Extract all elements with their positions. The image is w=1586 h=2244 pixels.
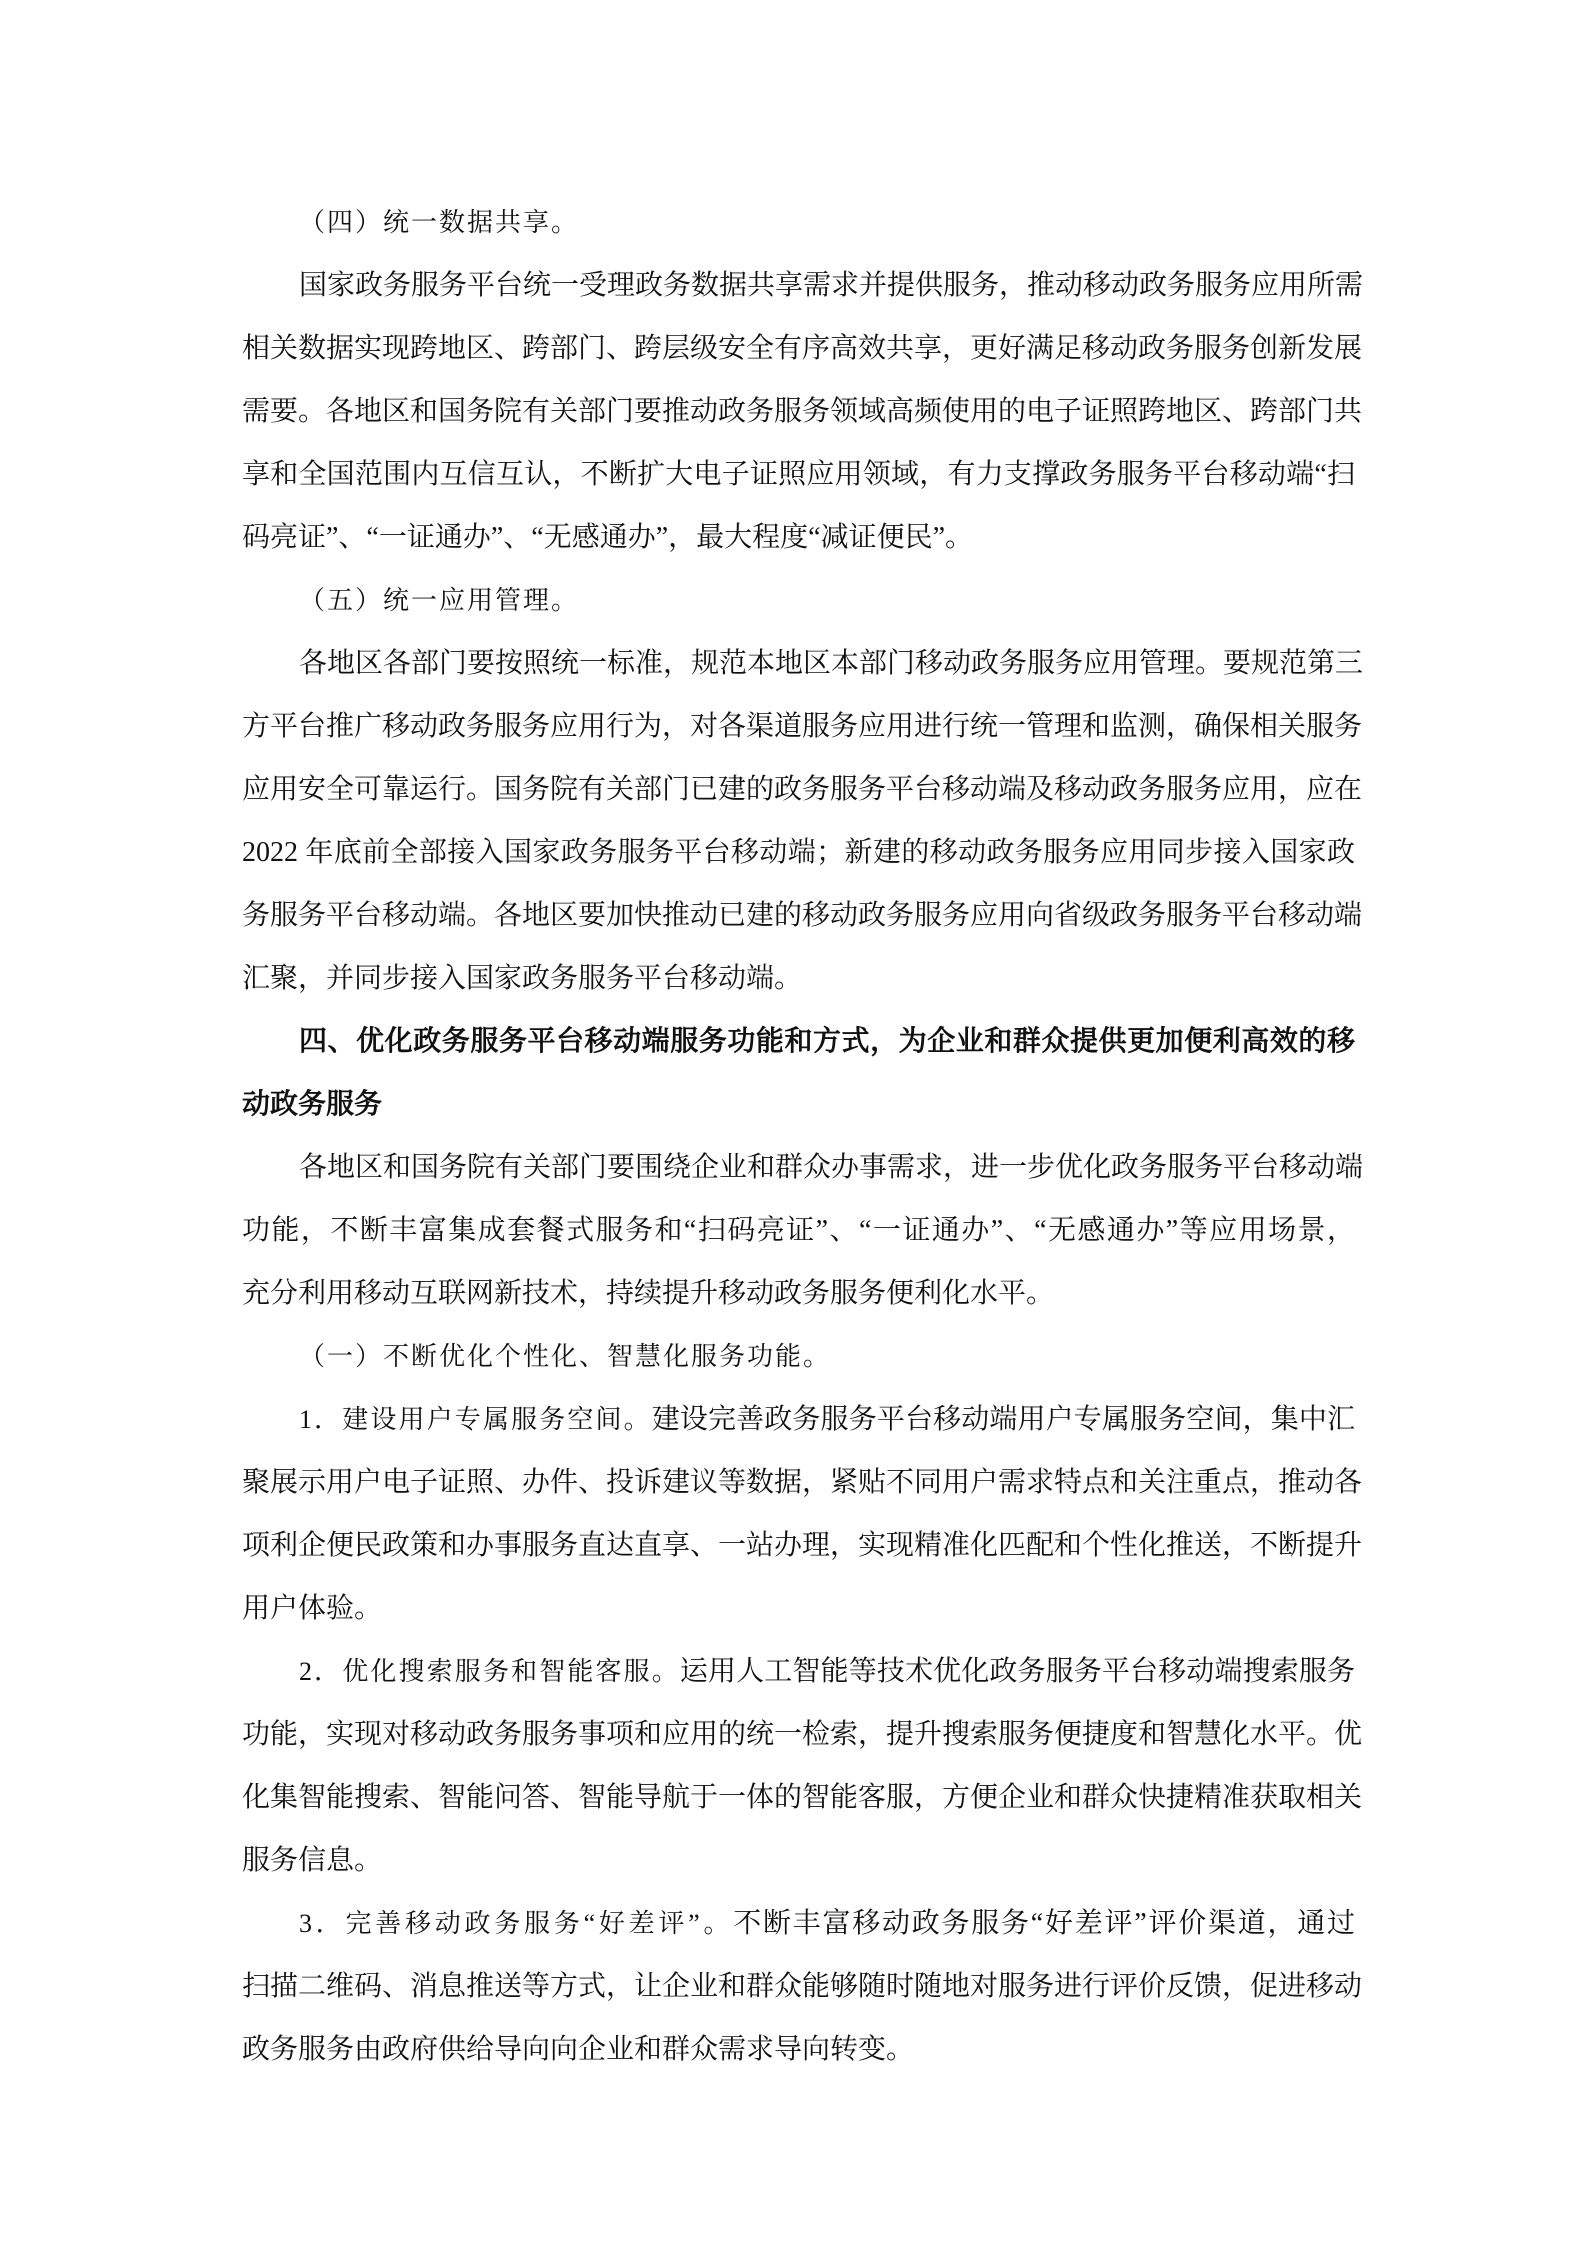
line-text: 化集智能搜索、智能问答、智能导航于一体的智能客服，方便企业和群众快捷精准获取相关 (242, 1782, 1363, 1813)
text-line (242, 506, 1355, 569)
text-line (242, 1136, 1364, 1199)
paragraph (242, 632, 1364, 1010)
line-text: 应用安全可靠运行。国务院有关部门已建的政务服务平台移动端及移动政务服务应用，应在 (242, 774, 1363, 805)
text-line (242, 1262, 1355, 1325)
line-text: 用户体验。 (242, 1593, 383, 1624)
line-text: （五）统一应用管理。 (299, 586, 580, 615)
text-line (242, 884, 1363, 947)
line-text: 运用人工智能等技术优化政务服务平台移动端搜索服务 (679, 1656, 1355, 1687)
line-text: 聚展示用户电子证照、办件、投诉建议等数据，紧贴不同用户需求特点和关注重点，推动各 (242, 1467, 1363, 1498)
line-text: 汇聚，并同步接入国家政务服务平台移动端。 (242, 963, 803, 994)
text-line (242, 1514, 1363, 1577)
line-text: （一）不断优化个性化、智慧化服务功能。 (299, 1342, 832, 1371)
subsection-heading (242, 1325, 1355, 1388)
text-line (242, 1703, 1363, 1766)
line-text: 各地区和国务院有关部门要围绕企业和群众办事需求，进一步优化政务服务平台移动端 (299, 1152, 1364, 1183)
document-page (242, 191, 1364, 2081)
line-text: 服务信息。 (242, 1845, 383, 1876)
text-line (242, 1451, 1363, 1514)
paragraph (242, 1136, 1364, 1325)
line-text: （四）统一数据共享。 (299, 208, 580, 237)
subsection-heading (242, 569, 1355, 632)
text-line (242, 569, 1355, 632)
line-text: 功能，实现对移动政务服务事项和应用的统一检索，提升搜索服务便捷度和智慧化水平。优 (242, 1719, 1363, 1750)
line-text: 政务服务由政府供给导向向企业和群众需求导向转变。 (242, 2034, 915, 2065)
line-text: 各地区各部门要按照统一标准，规范本地区本部门移动政务服务应用管理。要规范第三 (299, 648, 1364, 679)
text-line (242, 1955, 1363, 2018)
line-text: 相关数据实现跨地区、跨部门、跨层级安全有序高效共享，更好满足移动政务服务创新发展 (242, 333, 1363, 364)
item-lead: 3．完善移动政务服务“好差评”。 (299, 1909, 734, 1938)
text-line (242, 317, 1363, 380)
text-line (242, 2018, 1355, 2081)
line-text: 扫描二维码、消息推送等方式，让企业和群众能够随时随地对服务进行评价反馈，促进移动 (242, 1971, 1363, 2002)
text-line (242, 1577, 1355, 1640)
text-line (242, 1640, 1355, 1703)
paragraph (242, 1640, 1363, 1892)
text-line (242, 1388, 1355, 1451)
line-text: 享和全国范围内互信互认，不断扩大电子证照应用领域，有力支撑政务服务平台移动端“扫 (242, 459, 1355, 490)
text-line (242, 191, 1355, 254)
text-line (242, 1325, 1355, 1388)
section-heading (242, 1010, 1355, 1136)
paragraph (242, 1892, 1363, 2081)
line-text: 码亮证”、“一证通办”、“无感通办”，最大程度“减证便民”。 (242, 522, 973, 553)
line-text: 不断丰富移动政务服务“好差评”评价渠道，通过 (733, 1908, 1355, 1939)
text-line (242, 821, 1355, 884)
text-line (242, 443, 1355, 506)
text-line (242, 1829, 1355, 1892)
text-line (242, 1766, 1363, 1829)
line-text: 方平台推广移动政务服务应用行为，对各渠道服务应用进行统一管理和监测，确保相关服务 (242, 711, 1363, 742)
line-text: 国家政务服务平台统一受理政务数据共享需求并提供服务，推动移动政务服务应用所需 (299, 270, 1364, 301)
text-line (242, 632, 1364, 695)
line-text: 动政务服务 (242, 1089, 383, 1120)
line-text: 功能，不断丰富集成套餐式服务和“扫码亮证”、“一证通办”、“无感通办”等应用场景， (242, 1215, 1355, 1246)
line-text: 务服务平台移动端。各地区要加快推动已建的移动政务服务应用向省级政务服务平台移动端 (242, 900, 1363, 931)
line-text: 建设完善政务服务平台移动端用户专属服务空间，集中汇 (651, 1404, 1355, 1435)
line-text: 2022 年底前全部接入国家政务服务平台移动端；新建的移动政务服务应用同步接入国家政 (242, 837, 1355, 868)
text-line (242, 1199, 1355, 1262)
text-line (242, 947, 1355, 1010)
line-text: 项利企便民政策和办事服务直达直享、一站办理，实现精准化匹配和个性化推送，不断提升 (242, 1530, 1363, 1561)
text-line (242, 380, 1363, 443)
paragraph (242, 1388, 1363, 1640)
text-line (242, 758, 1363, 821)
paragraph (242, 254, 1364, 569)
line-text: 充分利用移动互联网新技术，持续提升移动政务服务便利化水平。 (242, 1278, 1055, 1309)
item-lead: 1．建设用户专属服务空间。 (299, 1405, 652, 1434)
text-line (242, 254, 1364, 317)
item-lead: 2．优化搜索服务和智能客服。 (299, 1657, 680, 1686)
line-text: 需要。各地区和国务院有关部门要推动政务服务领域高频使用的电子证照跨地区、跨部门共 (242, 396, 1363, 427)
text-line (242, 1010, 1355, 1073)
line-text: 四、优化政务服务平台移动端服务功能和方式，为企业和群众提供更加便利高效的移 (299, 1026, 1355, 1057)
text-line (242, 1073, 1355, 1136)
subsection-heading (242, 191, 1355, 254)
text-line (242, 695, 1363, 758)
text-line (242, 1892, 1355, 1955)
